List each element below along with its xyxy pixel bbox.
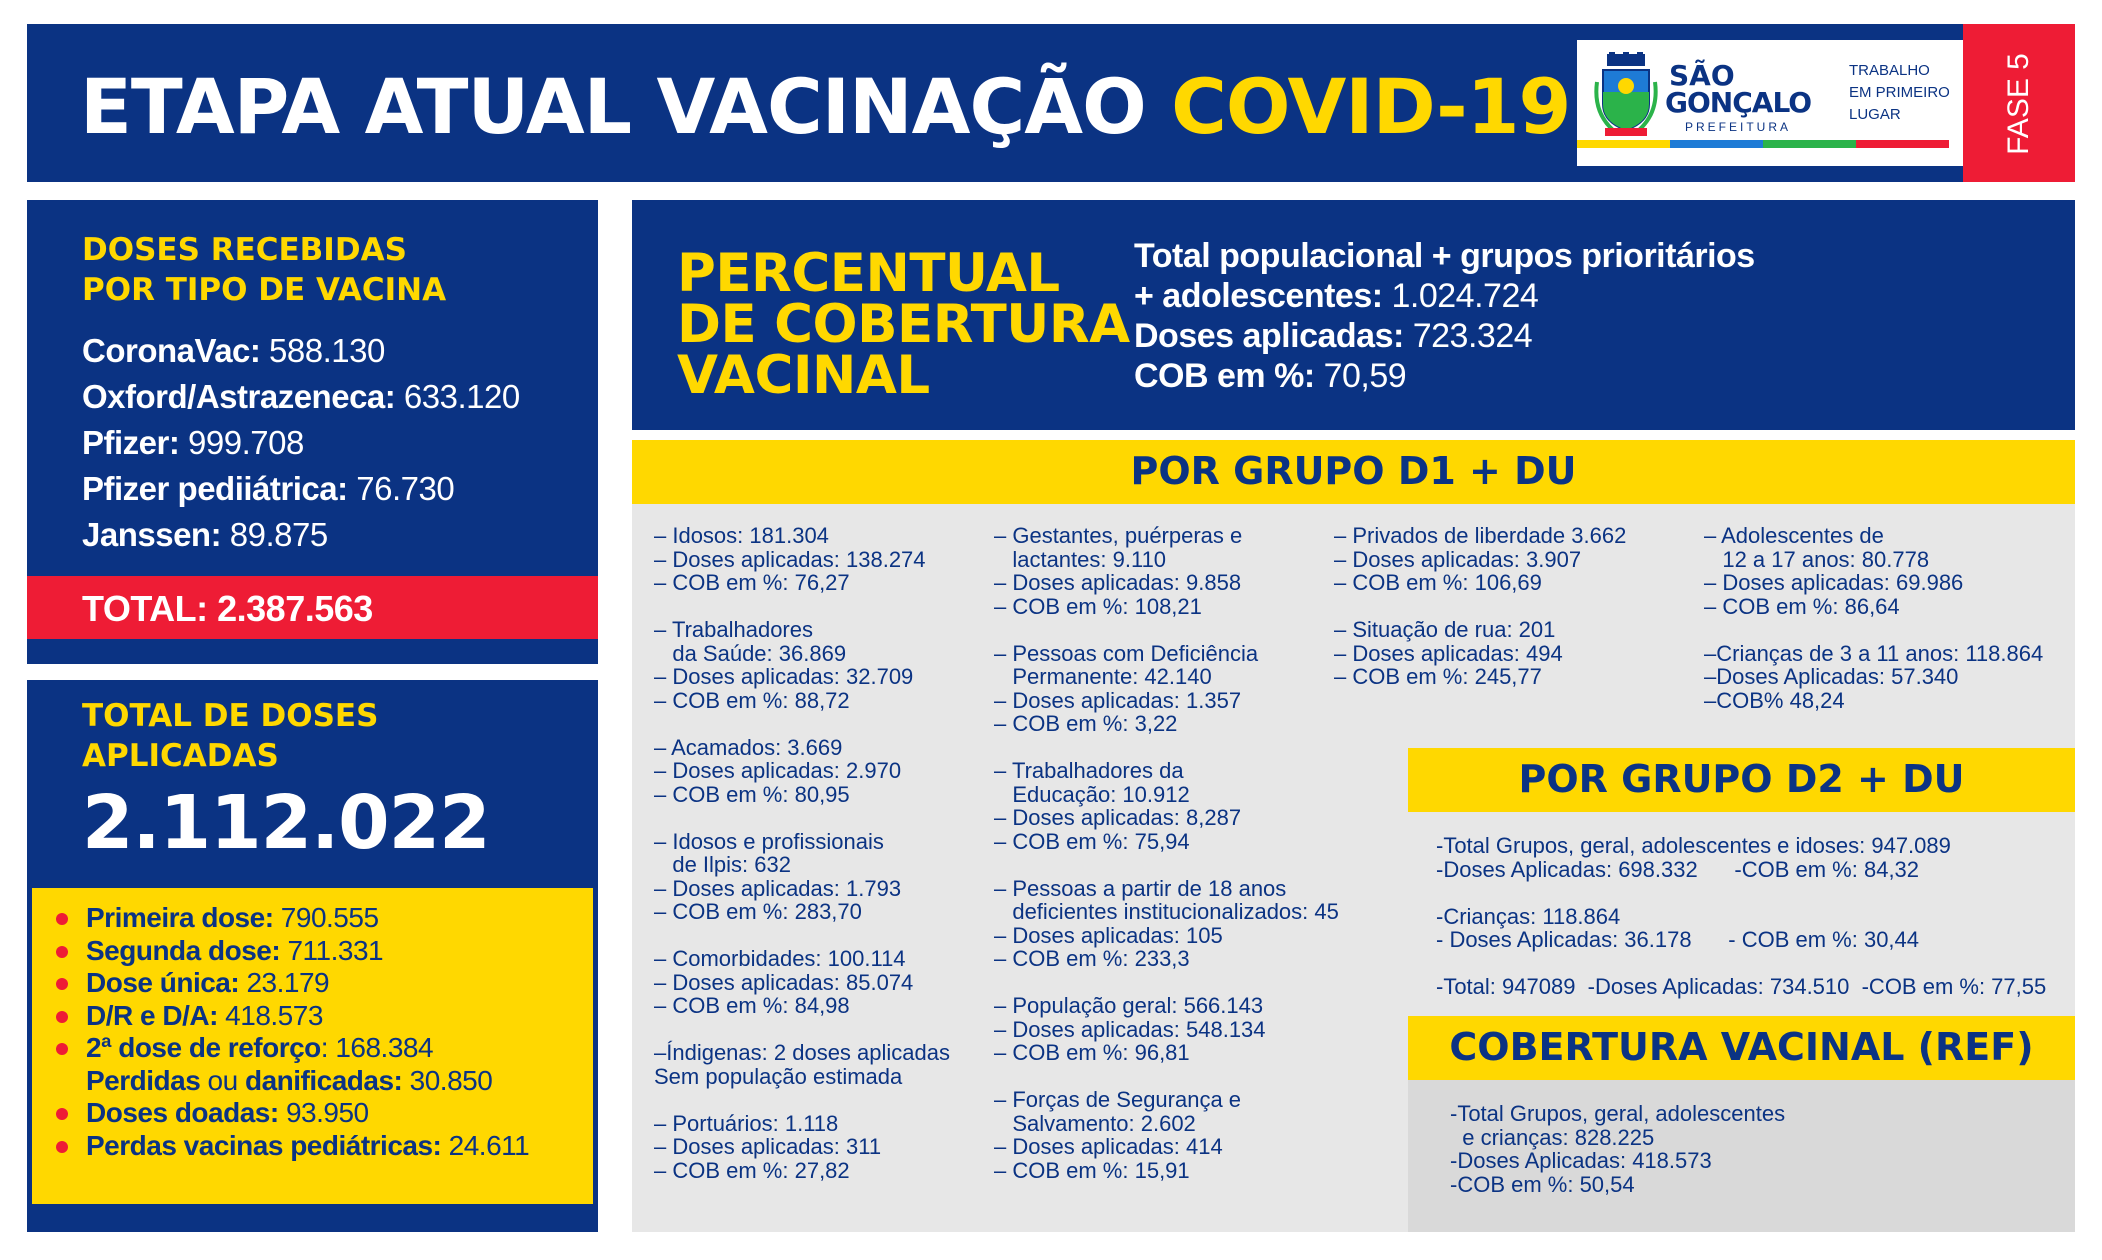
applied-label: Primeira dose:: [86, 902, 274, 933]
phase-badge: [1963, 24, 2075, 182]
stat-line: – COB em %: 96,81: [994, 1040, 1190, 1065]
stat-line: – Doses aplicadas: 8,287: [994, 805, 1242, 830]
stat-line: –Índigenas: 2 doses aplicadas: [654, 1040, 950, 1065]
group-d2-header: [1408, 748, 2075, 812]
vaccine-value: 999.708: [179, 424, 304, 461]
line-gap: [654, 924, 950, 948]
doses-applied-title-line2: APLICADAS: [82, 738, 279, 774]
group-d1-column-3: [1334, 524, 1626, 689]
line-gap: [994, 853, 1339, 877]
stat-line: – Doses aplicadas: 2.970: [654, 758, 902, 783]
stat-line: – Trabalhadores da: [994, 758, 1184, 783]
doses-received-title-line2: POR TIPO DE VACINA: [82, 272, 447, 308]
stat-line: – COB em %: 27,82: [654, 1157, 850, 1183]
vaccine-row-pfizer-pediatric: [82, 466, 520, 512]
logo-city-line1: SÃO: [1669, 59, 1735, 92]
stat-line: – COB em %: 106,69: [1334, 570, 1542, 595]
stat-line: – Portuários: 1.118: [654, 1110, 839, 1136]
stat-line: – Doses aplicadas: 1.793: [654, 875, 902, 901]
coverage-ref-lines: [1450, 1102, 1785, 1196]
stat-line: – Doses aplicadas: 32.709: [654, 664, 914, 689]
group-d1-column-2: [994, 524, 1339, 1182]
stat-line: – Forças de Segurança e: [994, 1087, 1242, 1112]
stat-line: da Saúde: 36.869: [654, 640, 847, 666]
applied-row-single-dose: [56, 967, 593, 1000]
coverage-ref-header: [1408, 1016, 2075, 1080]
stat-value: 70,59: [1314, 357, 1407, 395]
coverage-stats: [1134, 236, 1755, 396]
stat-line: lactantes: 9.110: [994, 546, 1167, 572]
stat-line: – População geral: 566.143: [994, 993, 1264, 1018]
stat-line: – Pessoas a partir de 18 anos: [994, 875, 1287, 901]
vaccine-label: Pfizer:: [82, 424, 180, 461]
applied-value: 790.555: [273, 902, 379, 933]
vaccine-row-oxford: [82, 374, 520, 420]
applied-label: Segunda dose:: [86, 934, 281, 966]
line-gap: [654, 595, 950, 619]
stat-line: – Doses aplicadas: 414: [994, 1134, 1223, 1159]
stat-line: -Doses Aplicadas: 418.573: [1450, 1148, 1712, 1173]
stat-line: -Total Grupos, geral, adolescentes: [1450, 1101, 1786, 1126]
stat-line: – COB em %: 84,98: [654, 993, 850, 1018]
line-gap: [1334, 595, 1626, 619]
stat-line: e crianças: 828.225: [1450, 1124, 1655, 1150]
stat-line: -Total: 947089 -Doses Aplicadas: 734.510 -COB em %: 77,55: [1436, 974, 2047, 999]
bullet-dot-icon: [56, 978, 68, 990]
stat-line: – COB em %: 86,64: [1704, 593, 1900, 619]
stat-line: –COB% 48,24: [1704, 687, 1845, 713]
stat-line: – Adolescentes de: [1704, 523, 1884, 548]
coverage-stat-doses: [1134, 316, 1755, 356]
stat-line: – COB em %: 245,77: [1334, 664, 1542, 689]
group-d1-title: POR GRUPO D1 + DU: [1130, 449, 1577, 493]
stat-line: – Doses aplicadas: 105: [994, 922, 1223, 948]
coverage-stat-cob: [1134, 356, 1755, 396]
applied-connector: ou: [200, 1064, 245, 1096]
stat-line: – COB em %: 75,94: [994, 828, 1190, 854]
applied-value: 711.331: [280, 934, 384, 966]
logo-slogan: [1849, 60, 1967, 126]
stat-line: – Doses aplicadas: 69.986: [1704, 570, 1964, 595]
stripe-red: [1856, 140, 1949, 148]
line-gap: [654, 806, 950, 830]
bullet-dot-icon: [56, 1011, 68, 1023]
line-gap: [1436, 952, 2046, 976]
stat-line: –Crianças de 3 a 11 anos: 118.864: [1704, 640, 2044, 666]
line-gap: [654, 1018, 950, 1042]
applied-label: Perdidas: [86, 1064, 201, 1096]
stat-line: 12 a 17 anos: 80.778: [1704, 546, 1930, 572]
stat-line: – COB em %: 3,22: [994, 711, 1178, 736]
stat-line: – Doses aplicadas: 494: [1334, 640, 1563, 666]
stat-line: Salvamento: 2.602: [994, 1110, 1196, 1136]
stat-label: Doses aplicadas:: [1134, 317, 1404, 355]
applied-label: Perdas vacinas pediátricas:: [86, 1129, 442, 1161]
stat-label: Total populacional + grupos prioritários: [1134, 237, 1755, 275]
stat-line: – Comorbidades: 100.114: [654, 946, 906, 971]
vaccine-label: Janssen:: [82, 516, 222, 553]
logo-prefeitura: PREFEITURA: [1685, 120, 1792, 134]
group-d2-lines: [1436, 834, 2046, 999]
coverage-title-line: VACINAL: [677, 345, 930, 406]
stat-line: – Doses aplicadas: 85.074: [654, 969, 914, 995]
phase-label: FASE 5: [2002, 53, 2035, 155]
line-gap: [654, 712, 950, 736]
vaccine-type-list: [82, 328, 520, 558]
stat-line: -Total Grupos, geral, adolescentes e idoses: 947.089: [1436, 833, 1951, 858]
applied-value: 24.611: [441, 1129, 530, 1161]
slogan-line: LUGAR: [1849, 106, 1901, 123]
stat-line: – Situação de rua: 201: [1334, 617, 1556, 642]
group-d1-column-1: [654, 524, 950, 1182]
stat-line: – Privados de liberdade 3.662: [1334, 523, 1627, 548]
applied-value: 30.850: [402, 1064, 493, 1096]
stat-line: – Idosos: 181.304: [654, 523, 829, 548]
stat-line: – COB em %: 88,72: [654, 687, 850, 713]
coverage-stat-adolescents: [1134, 276, 1755, 316]
stripe-blue: [1670, 140, 1763, 148]
stat-line: – COB em %: 76,27: [654, 570, 850, 595]
stat-line: – Doses aplicadas: 548.134: [994, 1016, 1266, 1042]
stripe-green: [1763, 140, 1856, 148]
line-gap: [994, 618, 1339, 642]
doses-received-title-line1: DOSES RECEBIDAS: [82, 232, 407, 268]
applied-row-second-booster: [56, 1032, 593, 1065]
stat-value: 723.324: [1403, 317, 1533, 355]
applied-label: danificadas:: [244, 1064, 403, 1096]
applied-value: : 168.384: [320, 1032, 434, 1063]
doses-applied-total: 2.112.022: [82, 780, 490, 866]
doses-applied-title-line1: TOTAL DE DOSES: [82, 698, 379, 734]
stat-line: -COB em %: 50,54: [1450, 1171, 1635, 1197]
stat-line: – Idosos e profissionais: [654, 828, 884, 854]
stripe-yellow: [1577, 140, 1670, 148]
vaccine-value: 89.875: [221, 516, 328, 553]
stat-line: – Pessoas com Deficiência: [994, 640, 1259, 666]
stat-value: 1.024.724: [1382, 277, 1539, 315]
applied-row-dr-da: [56, 1000, 593, 1033]
group-d1-header: [632, 440, 2075, 504]
stat-line: Permanente: 42.140: [994, 664, 1212, 689]
slogan-line: TRABALHO: [1849, 62, 1930, 79]
stat-line: -Doses Aplicadas: 698.332 -COB em %: 84,32: [1436, 856, 1920, 882]
coverage-ref-title: COBERTURA VACINAL (REF): [1449, 1025, 2034, 1069]
stat-label: + adolescentes:: [1134, 277, 1383, 315]
group-d2-title: POR GRUPO D2 + DU: [1518, 757, 1965, 801]
line-gap: [654, 1088, 950, 1112]
line-gap: [994, 1065, 1339, 1089]
stat-line: – COB em %: 80,95: [654, 781, 850, 807]
applied-label: Doses doadas:: [86, 1097, 279, 1128]
coverage-ref-body: [1408, 1080, 2075, 1232]
coverage-stat-population: [1134, 236, 1755, 276]
stat-line: – COB em %: 15,91: [994, 1157, 1190, 1183]
stat-line: – COB em %: 108,21: [994, 593, 1202, 619]
bullet-dot-icon: [56, 1043, 68, 1055]
title-main: ETAPA ATUAL VACINAÇÃO: [80, 62, 1172, 151]
line-gap: [1704, 618, 2043, 642]
doses-applied-panel: [27, 680, 598, 1232]
coverage-title: [677, 243, 1130, 406]
coverage-title-line: PERCENTUAL: [677, 243, 1060, 304]
bullet-dot-icon: [56, 946, 68, 958]
page-title: [80, 62, 1570, 151]
stat-line: -Crianças: 118.864: [1436, 903, 1621, 929]
stat-line: – Trabalhadores: [654, 617, 813, 642]
applied-value: 23.179: [239, 967, 330, 998]
applied-row-pediatric-losses: [56, 1130, 593, 1163]
stat-line: – Doses aplicadas: 1.357: [994, 687, 1242, 713]
applied-row-donated: [56, 1097, 593, 1130]
vaccine-value: 633.120: [395, 378, 520, 415]
line-gap: [1436, 881, 2046, 905]
stat-line: – COB em %: 233,3: [994, 946, 1190, 971]
vaccine-label: Pfizer pediiátrica:: [82, 470, 348, 507]
applied-label: D/R e D/A:: [86, 999, 218, 1031]
applied-label: Dose única:: [86, 967, 240, 998]
stat-line: – Doses aplicadas: 9.858: [994, 570, 1242, 595]
applied-row-first-dose: [56, 902, 593, 935]
stat-line: – Acamados: 3.669: [654, 734, 843, 760]
vaccine-row-coronavac: [82, 328, 520, 374]
stat-line: – Doses aplicadas: 311: [654, 1134, 882, 1159]
bullet-dot-icon: [56, 913, 68, 925]
vaccine-row-pfizer: [82, 420, 520, 466]
line-gap: [994, 971, 1339, 995]
city-coat-of-arms-icon: [1593, 52, 1659, 138]
logo-city-line2: GONÇALO: [1665, 86, 1812, 119]
doses-applied-breakdown: [32, 888, 593, 1204]
stat-line: –Doses Aplicadas: 57.340: [1704, 664, 1959, 689]
doses-received-panel: [27, 200, 598, 664]
coverage-title-line: DE COBERTURA: [677, 294, 1130, 355]
doses-received-total-strip: [27, 576, 598, 639]
applied-label: 2ª dose de reforço: [86, 1032, 321, 1063]
applied-value: 418.573: [217, 999, 323, 1031]
doses-received-total: TOTAL: 2.387.563: [82, 588, 373, 629]
vaccine-value: 76.730: [347, 470, 455, 507]
applied-value: 93.950: [278, 1097, 369, 1128]
sao-goncalo-logo: [1577, 40, 1969, 166]
stat-label: COB em %:: [1134, 357, 1315, 395]
slogan-line: EM PRIMEIRO: [1849, 84, 1950, 101]
stat-line: deficientes institucionalizados: 45: [994, 899, 1339, 924]
logo-color-stripes: [1577, 140, 1949, 148]
stat-line: - Doses Aplicadas: 36.178 - COB em %: 30,44: [1436, 927, 1920, 952]
stat-line: Sem população estimada: [654, 1063, 903, 1089]
coverage-panel: [632, 200, 2075, 430]
vaccine-label: CoronaVac:: [82, 332, 261, 369]
applied-row-lost-damaged: [56, 1065, 593, 1098]
vaccine-label: Oxford/Astrazeneca:: [82, 378, 396, 415]
title-accent: COVID-19: [1171, 62, 1571, 151]
header-banner: [27, 24, 2075, 182]
vaccine-value: 588.130: [260, 332, 385, 369]
bullet-dot-icon: [56, 1141, 68, 1153]
group-d2-body: [1408, 812, 2075, 1016]
applied-row-second-dose: [56, 935, 593, 968]
stat-line: de Ilpis: 632: [654, 852, 791, 877]
stat-line: Educação: 10.912: [994, 781, 1190, 807]
bullet-dot-icon: [56, 1108, 68, 1120]
stat-line: – Gestantes, puérperas e: [994, 523, 1243, 548]
line-gap: [994, 736, 1339, 760]
group-d1-column-4: [1704, 524, 2043, 712]
stat-line: – Doses aplicadas: 3.907: [1334, 546, 1582, 572]
stat-line: – Doses aplicadas: 138.274: [654, 546, 926, 572]
vaccine-row-janssen: [82, 512, 520, 558]
stat-line: – COB em %: 283,70: [654, 899, 862, 924]
